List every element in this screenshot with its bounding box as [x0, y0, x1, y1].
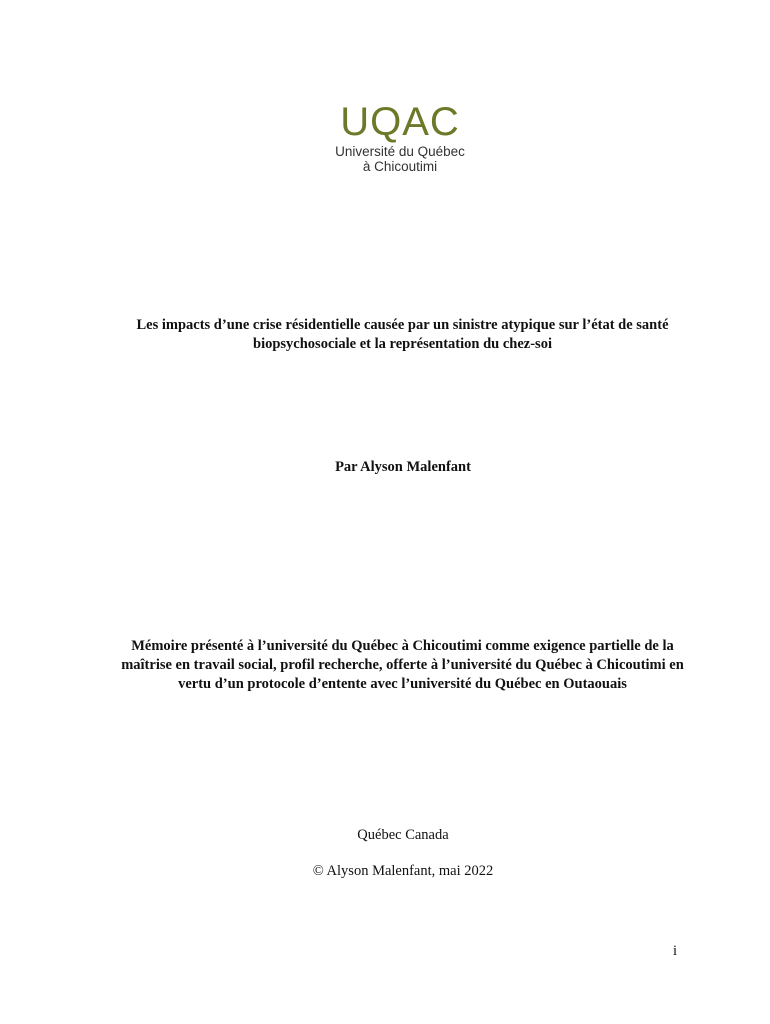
university-logo [0, 100, 770, 174]
thesis-description: Mémoire présenté à l’université du Québec à Chicoutimi comme exigence partielle de la maîtrise en travail social, profil recherche, offerte à l’université du Québec à Chicoutimi en vertu d’un protocole d’entente avec l’université du Québec en Outaouais [121, 638, 684, 692]
logo-university-name: Université du Québec [335, 144, 465, 159]
logo-university-location: à Chicoutimi [362, 159, 438, 174]
page-number: i [673, 943, 678, 959]
thesis-title: Les impacts d’une crise résidentielle causée par un sinistre atypique sur l’état de santé biopsychosociale et la représentation du chez-soi [136, 317, 669, 352]
author-line: Par Alyson Malenfant [335, 459, 471, 475]
copyright-line: © Alyson Malenfant, mai 2022 [312, 863, 494, 879]
place-line: Québec Canada [357, 827, 449, 843]
logo-mark: UQAC [340, 100, 460, 144]
